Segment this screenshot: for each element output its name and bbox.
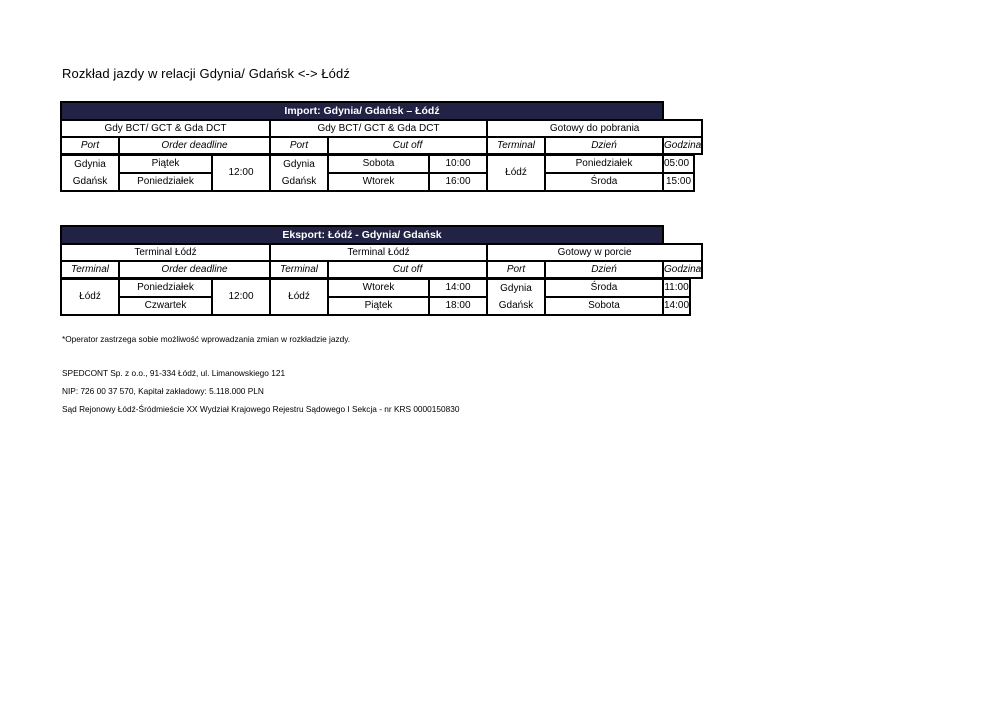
col-cut-off: Cut off: [328, 137, 487, 154]
import-group-origin: Gdy BCT/ GCT & Gda DCT: [61, 120, 270, 137]
export-group-order: Terminal Łódź: [61, 244, 270, 261]
col-cut-off: Cut off: [328, 261, 487, 278]
import-terminal: Łódź: [487, 155, 545, 191]
import-ready-time: 15:00: [663, 173, 694, 191]
col-day: Dzień: [545, 261, 663, 278]
import-cut-port: Gdynia Gdańsk: [270, 155, 328, 191]
export-schedule-table: [60, 225, 703, 279]
import-ready-day: Środa: [545, 173, 663, 191]
import-origin-port: Gdynia Gdańsk: [61, 155, 119, 191]
import-ready-time: 05:00: [663, 155, 694, 173]
col-hour: Godzina: [663, 137, 702, 154]
export-cut-day: Piątek: [328, 297, 429, 315]
export-cut-time: 14:00: [429, 279, 487, 297]
import-ready-day: Poniedziałek: [545, 155, 663, 173]
export-terminal-cutoff: Łódź: [270, 279, 328, 315]
export-group-cutoff: Terminal Łódź: [270, 244, 487, 261]
col-terminal: Terminal: [270, 261, 328, 278]
col-day: Dzień: [545, 137, 663, 154]
export-ready-time: 11:00: [663, 279, 690, 297]
col-hour: Godzina: [663, 261, 702, 278]
export-header: Eksport: Łódź - Gdynia/ Gdańsk: [61, 226, 663, 244]
import-order-time: 12:00: [212, 155, 270, 191]
import-order-day: Piątek: [119, 155, 212, 173]
export-order-day: Poniedziałek: [119, 279, 212, 297]
export-data-table: [60, 278, 691, 316]
col-terminal: Terminal: [61, 261, 119, 278]
export-ready-day: Środa: [545, 279, 663, 297]
import-cut-time: 10:00: [429, 155, 487, 173]
import-order-day: Poniedziałek: [119, 173, 212, 191]
export-ready-time: 14:00: [663, 297, 690, 315]
export-port: Gdynia Gdańsk: [487, 279, 545, 315]
export-order-day: Czwartek: [119, 297, 212, 315]
export-order-time: 12:00: [212, 279, 270, 315]
col-port: Port: [270, 137, 328, 154]
col-terminal: Terminal: [487, 137, 545, 154]
company-court-registry: Sąd Rejonowy Łódź-Śródmieście XX Wydział Krajowego Rejestru Sądowego I Sekcja - nr KRS 0000150830: [62, 404, 460, 414]
export-ready-day: Sobota: [545, 297, 663, 315]
import-group-ready: Gotowy do pobrania: [487, 120, 702, 137]
col-order-deadline: Order deadline: [119, 137, 270, 154]
company-address: SPEDCONT Sp. z o.o., 91-334 Łódź, ul. Limanowskiego 121: [62, 368, 286, 378]
page-title: Rozkład jazdy w relacji Gdynia/ Gdańsk <-> Łódź: [62, 66, 350, 81]
company-nip: NIP: 726 00 37 570, Kapitał zakładowy: 5.118.000 PLN: [62, 386, 264, 396]
import-schedule-table: [60, 101, 703, 155]
import-header: Import: Gdynia/ Gdańsk – Łódź: [61, 102, 663, 120]
import-data-table: [60, 154, 695, 192]
export-cut-day: Wtorek: [328, 279, 429, 297]
import-cut-day: Sobota: [328, 155, 429, 173]
export-terminal-origin: Łódź: [61, 279, 119, 315]
import-cut-time: 16:00: [429, 173, 487, 191]
import-cut-day: Wtorek: [328, 173, 429, 191]
col-port: Port: [61, 137, 119, 154]
footnote: *Operator zastrzega sobie możliwość wprowadzania zmian w rozkładzie jazdy.: [62, 334, 351, 344]
import-group-cutoff: Gdy BCT/ GCT & Gda DCT: [270, 120, 487, 137]
export-group-ready: Gotowy w porcie: [487, 244, 702, 261]
export-cut-time: 18:00: [429, 297, 487, 315]
col-port: Port: [487, 261, 545, 278]
col-order-deadline: Order deadline: [119, 261, 270, 278]
